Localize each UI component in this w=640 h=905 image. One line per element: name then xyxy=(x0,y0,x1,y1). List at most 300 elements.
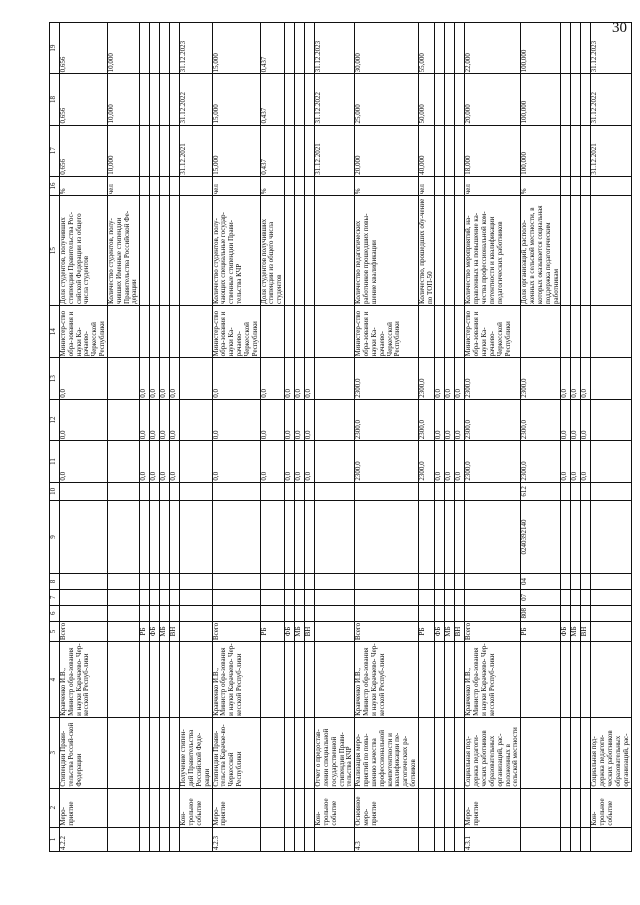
table-cell xyxy=(107,788,139,827)
table-cell: 31.12.2021 xyxy=(315,125,355,176)
table-cell xyxy=(60,500,108,573)
table-cell xyxy=(295,196,305,306)
table-cell xyxy=(170,574,180,590)
table-cell: Кон-трольное событие xyxy=(315,788,355,827)
table-cell: Кравченко И.В., Министр обра-зования и науки Карачаево- Чер-кесской Респуб-лики xyxy=(60,642,108,718)
table-cell xyxy=(170,642,180,718)
header-row xyxy=(50,23,60,852)
table-cell xyxy=(212,482,260,500)
table-cell xyxy=(315,574,355,590)
table-cell xyxy=(160,305,170,357)
table-cell xyxy=(170,827,180,851)
table-cell xyxy=(150,196,160,306)
table-cell: 22,000 xyxy=(465,23,521,74)
table-cell xyxy=(260,788,284,827)
table-cell xyxy=(212,589,260,605)
table-cell: ВН xyxy=(455,621,465,642)
table-cell xyxy=(455,642,465,718)
table-cell: Кравченко И.В., Министр обра-зования и науки Карачаево- Чер-кесской Респуб-лики xyxy=(355,642,419,718)
table-cell xyxy=(140,605,150,621)
table-cell: Министер-ство обра-зования и науки Ка-рачаево-Черкесской Республики xyxy=(212,305,260,357)
table-cell xyxy=(180,589,212,605)
table-cell: % xyxy=(521,176,561,196)
table-cell: 0,0 xyxy=(170,441,180,482)
column-header: 9 xyxy=(50,500,60,573)
table-cell xyxy=(140,589,150,605)
table-cell xyxy=(418,574,435,590)
table-cell: 4.3.1 xyxy=(465,827,521,851)
table-cell: 0,0 xyxy=(305,399,315,440)
table-cell: чел xyxy=(465,176,521,196)
table-cell: 0,0 xyxy=(140,399,150,440)
table-cell xyxy=(571,500,581,573)
table-cell xyxy=(435,589,445,605)
table-cell: РБ xyxy=(521,621,561,642)
table-cell xyxy=(571,574,581,590)
table-row xyxy=(521,23,561,852)
table-cell xyxy=(315,642,355,718)
table-cell xyxy=(561,176,571,196)
table-cell xyxy=(445,196,455,306)
table-cell xyxy=(591,399,631,440)
table-cell xyxy=(435,482,445,500)
table-cell: МБ xyxy=(445,621,455,642)
table-cell xyxy=(295,605,305,621)
table-cell xyxy=(295,23,305,74)
table-cell xyxy=(591,196,631,306)
table-cell xyxy=(160,196,170,306)
table-cell: 0,0 xyxy=(285,399,295,440)
table-cell: 0,0 xyxy=(285,441,295,482)
table-cell: Отчет о предостав-лении специальной государственной стипендии Прави-тельства КЧР xyxy=(315,717,355,788)
table-cell xyxy=(107,574,139,590)
table-cell: 31.12.2023 xyxy=(315,23,355,74)
table-cell xyxy=(305,125,315,176)
table-cell xyxy=(285,642,295,718)
table-cell xyxy=(561,788,571,827)
table-cell xyxy=(315,358,355,399)
table-cell xyxy=(435,605,445,621)
table-cell xyxy=(107,642,139,718)
page-number: 30 xyxy=(612,20,627,36)
table-cell xyxy=(140,642,150,718)
table-cell: Доля организаций, располо-женных в сельской местности, в которых оказывается социальная поддержка педагогическим работникам xyxy=(521,196,561,306)
table-cell xyxy=(581,574,591,590)
table-cell xyxy=(285,788,295,827)
table-cell xyxy=(170,605,180,621)
table-cell: 2300,0 xyxy=(521,441,561,482)
table-cell: 0,656 xyxy=(60,74,108,125)
table-cell xyxy=(435,305,445,357)
table-cell xyxy=(435,500,445,573)
table-cell: Количество, прошедших обу-чение по ТОП-50 xyxy=(418,196,435,306)
table-cell xyxy=(150,788,160,827)
table-cell: Социальная под-держка педагоги-ческих работников образовательных организаций, рас-положенных в сельской местности xyxy=(465,717,521,788)
table-cell xyxy=(260,500,284,573)
table-cell xyxy=(445,589,455,605)
table-cell: 0,0 xyxy=(170,399,180,440)
table-cell xyxy=(180,399,212,440)
table-cell xyxy=(107,621,139,642)
table-cell xyxy=(160,500,170,573)
table-cell xyxy=(107,500,139,573)
table-cell xyxy=(571,605,581,621)
table-cell: 10,000 xyxy=(107,74,139,125)
table-cell xyxy=(107,399,139,440)
table-cell xyxy=(455,176,465,196)
table-cell xyxy=(435,74,445,125)
column-header: 6 xyxy=(50,605,60,621)
table-cell xyxy=(561,827,571,851)
table-cell xyxy=(150,605,160,621)
table-cell: ВН xyxy=(170,621,180,642)
table-cell xyxy=(180,500,212,573)
table-cell: Меро-приятие xyxy=(60,788,108,827)
table-cell: МБ xyxy=(160,621,170,642)
column-header: 11 xyxy=(50,441,60,482)
table-cell: Меро-приятие xyxy=(212,788,260,827)
table-cell: 0,0 xyxy=(260,358,284,399)
table-cell xyxy=(140,500,150,573)
table-cell xyxy=(305,589,315,605)
table-cell xyxy=(581,305,591,357)
table-cell: Кравченко И.В., Министр обра-зования и науки Карачаево- Чер-кесской Респуб-лики xyxy=(212,642,260,718)
table-cell: 0,0 xyxy=(212,441,260,482)
table-cell xyxy=(591,500,631,573)
table-cell: 0,0 xyxy=(305,441,315,482)
table-row xyxy=(435,23,445,852)
table-cell xyxy=(455,482,465,500)
table-cell xyxy=(591,642,631,718)
table-cell xyxy=(581,196,591,306)
table-cell xyxy=(418,717,435,788)
table-cell: Получение стипен-дий Правительства Российской Феде-рации xyxy=(180,717,212,788)
table-cell xyxy=(418,642,435,718)
table-cell: 0,0 xyxy=(140,441,150,482)
table-cell xyxy=(445,23,455,74)
table-cell: ВН xyxy=(581,621,591,642)
table-cell: 0,0 xyxy=(60,399,108,440)
table-cell: 0,0 xyxy=(60,358,108,399)
table-cell: 07 xyxy=(521,589,561,605)
table-cell xyxy=(107,482,139,500)
table-cell xyxy=(260,305,284,357)
table-cell xyxy=(170,482,180,500)
table-row xyxy=(180,23,212,852)
table-cell xyxy=(160,125,170,176)
table-cell: 4.2.2 xyxy=(60,827,108,851)
table-cell: 2300,0 xyxy=(355,399,419,440)
table-cell xyxy=(591,589,631,605)
column-header: 5 xyxy=(50,621,60,642)
table-cell: ВН xyxy=(305,621,315,642)
table-cell: 0,0 xyxy=(150,441,160,482)
table-row xyxy=(445,23,455,852)
table-cell xyxy=(260,717,284,788)
column-header: 18 xyxy=(50,74,60,125)
table-cell xyxy=(60,605,108,621)
table-cell: 31.12.2023 xyxy=(180,23,212,74)
table-cell: Меро-приятие xyxy=(465,788,521,827)
table-cell xyxy=(571,717,581,788)
table-cell xyxy=(180,642,212,718)
table-cell xyxy=(212,574,260,590)
table-cell: чел xyxy=(107,176,139,196)
table-cell xyxy=(455,196,465,306)
table-cell: 2300,0 xyxy=(521,399,561,440)
table-cell: 55,000 xyxy=(418,23,435,74)
table-cell xyxy=(571,125,581,176)
table-cell: 100,000 xyxy=(521,74,561,125)
table-cell: Кон-трольное событие xyxy=(180,788,212,827)
table-cell: 0,0 xyxy=(212,358,260,399)
table-row xyxy=(561,23,571,852)
table-cell xyxy=(180,605,212,621)
table-cell: 50,000 xyxy=(418,74,435,125)
table-cell xyxy=(571,482,581,500)
table-cell xyxy=(455,827,465,851)
table-cell: 0,0 xyxy=(445,358,455,399)
table-cell xyxy=(561,642,571,718)
table-cell xyxy=(305,788,315,827)
table-cell: 0,0 xyxy=(60,441,108,482)
table-cell: 100,000 xyxy=(521,23,561,74)
table-cell xyxy=(571,642,581,718)
table-cell: Кон-трольное событие xyxy=(591,788,631,827)
table-cell xyxy=(561,717,571,788)
table-cell xyxy=(455,23,465,74)
table-cell xyxy=(170,305,180,357)
program-activities-table xyxy=(49,22,632,852)
table-cell: 0,0 xyxy=(445,441,455,482)
table-cell xyxy=(295,74,305,125)
table-cell: 4.3 xyxy=(355,827,419,851)
table-cell: Министер-ство обра-зования и науки Ка-рачаево-Черкесской Республики xyxy=(465,305,521,357)
table-cell: 2300,0 xyxy=(418,441,435,482)
table-row xyxy=(285,23,295,852)
table-cell: 20,000 xyxy=(465,74,521,125)
table-row xyxy=(107,23,139,852)
table-cell xyxy=(435,788,445,827)
table-cell: 2300,0 xyxy=(418,358,435,399)
table-cell xyxy=(445,305,455,357)
table-row xyxy=(160,23,170,852)
table-cell xyxy=(591,827,631,851)
table-cell xyxy=(140,176,150,196)
table-cell xyxy=(150,74,160,125)
table-cell: Доля студентов, получивших стипендии Правительства Рос-сийской Федерации из общего числа студентов xyxy=(60,196,108,306)
column-header: 16 xyxy=(50,176,60,196)
table-cell xyxy=(418,605,435,621)
table-cell: 0,0 xyxy=(260,441,284,482)
table-cell xyxy=(107,827,139,851)
table-cell: 0,0 xyxy=(455,358,465,399)
table-cell xyxy=(107,589,139,605)
column-header: 17 xyxy=(50,125,60,176)
table-cell: РБ xyxy=(140,621,150,642)
table-cell xyxy=(170,176,180,196)
table-cell xyxy=(445,482,455,500)
table-cell xyxy=(60,574,108,590)
table-cell xyxy=(435,176,445,196)
table-cell: 0,0 xyxy=(295,441,305,482)
table-cell xyxy=(521,642,561,718)
table-cell: 31.12.2021 xyxy=(591,125,631,176)
table-cell xyxy=(455,574,465,590)
table-cell xyxy=(212,605,260,621)
table-cell: ФБ xyxy=(435,621,445,642)
table-cell xyxy=(561,23,571,74)
table-cell xyxy=(150,589,160,605)
table-cell: 4.2.3 xyxy=(212,827,260,851)
table-cell xyxy=(435,717,445,788)
table-row xyxy=(465,23,521,852)
table-cell xyxy=(315,196,355,306)
table-cell xyxy=(465,574,521,590)
table-cell xyxy=(285,500,295,573)
table-cell: Количество педагогических работников прошедших повы-шение квалификации xyxy=(355,196,419,306)
table-row xyxy=(581,23,591,852)
column-header: 14 xyxy=(50,305,60,357)
table-cell xyxy=(305,605,315,621)
table-cell xyxy=(170,589,180,605)
table-cell xyxy=(465,605,521,621)
table-cell xyxy=(140,23,150,74)
table-cell xyxy=(455,717,465,788)
table-cell xyxy=(591,305,631,357)
table-cell xyxy=(445,574,455,590)
table-cell xyxy=(355,605,419,621)
table-cell: 15,000 xyxy=(212,74,260,125)
table-cell xyxy=(581,717,591,788)
table-cell xyxy=(140,788,150,827)
table-row xyxy=(355,23,419,852)
table-cell: 0,437 xyxy=(260,125,284,176)
table-cell: 0,0 xyxy=(260,399,284,440)
table-cell xyxy=(315,500,355,573)
table-cell: 31.12.2022 xyxy=(315,74,355,125)
table-cell xyxy=(160,74,170,125)
table-cell xyxy=(305,642,315,718)
table-cell: 100,000 xyxy=(521,125,561,176)
table-cell xyxy=(455,788,465,827)
table-cell xyxy=(435,642,445,718)
table-cell xyxy=(295,642,305,718)
table-cell: % xyxy=(260,176,284,196)
table-cell xyxy=(170,788,180,827)
table-cell xyxy=(561,196,571,306)
table-cell xyxy=(260,574,284,590)
table-cell xyxy=(285,74,295,125)
table-cell xyxy=(150,305,160,357)
table-cell xyxy=(305,717,315,788)
table-cell xyxy=(355,574,419,590)
table-cell xyxy=(212,500,260,573)
table-cell: 0,0 xyxy=(581,358,591,399)
table-cell: 0,0 xyxy=(295,399,305,440)
table-cell xyxy=(305,482,315,500)
table-cell xyxy=(260,642,284,718)
table-cell: 0,0 xyxy=(140,358,150,399)
table-cell xyxy=(180,358,212,399)
table-row xyxy=(455,23,465,852)
column-header: 8 xyxy=(50,574,60,590)
table-cell: Основное меро-приятие xyxy=(355,788,419,827)
table-cell xyxy=(107,717,139,788)
table-cell xyxy=(521,717,561,788)
table-cell: 808 xyxy=(521,605,561,621)
table-cell: 0240392140 xyxy=(521,500,561,573)
column-header: 12 xyxy=(50,399,60,440)
column-header: 13 xyxy=(50,358,60,399)
column-header: 1 xyxy=(50,827,60,851)
table-cell xyxy=(571,74,581,125)
table-cell: ФБ xyxy=(561,621,571,642)
table-cell: 2300,0 xyxy=(465,441,521,482)
table-cell xyxy=(305,827,315,851)
table-cell xyxy=(561,305,571,357)
column-header: 15 xyxy=(50,196,60,306)
table-cell xyxy=(591,176,631,196)
table-cell xyxy=(561,125,571,176)
table-cell: 0,0 xyxy=(445,399,455,440)
table-cell: 31.12.2023 xyxy=(591,23,631,74)
table-cell xyxy=(521,788,561,827)
table-cell xyxy=(150,482,160,500)
table-cell: 10,000 xyxy=(107,125,139,176)
table-cell xyxy=(170,500,180,573)
table-cell: Стипендии Прави-тельства Карачае-во-Черкесской Республики xyxy=(212,717,260,788)
table-cell: 0,0 xyxy=(170,358,180,399)
table-cell xyxy=(581,788,591,827)
table-cell: 0,0 xyxy=(455,441,465,482)
table-cell xyxy=(285,176,295,196)
table-cell xyxy=(465,482,521,500)
table-cell xyxy=(418,305,435,357)
table-cell: ФБ xyxy=(150,621,160,642)
table-cell xyxy=(170,196,180,306)
table-cell xyxy=(591,621,631,642)
table-cell xyxy=(445,788,455,827)
table-cell xyxy=(295,717,305,788)
table-cell xyxy=(445,642,455,718)
table-cell xyxy=(521,827,561,851)
table-cell xyxy=(315,441,355,482)
table-cell: ФБ xyxy=(285,621,295,642)
table-cell: 0,656 xyxy=(60,125,108,176)
table-cell xyxy=(180,305,212,357)
table-cell xyxy=(295,589,305,605)
table-cell xyxy=(445,500,455,573)
table-cell xyxy=(571,176,581,196)
table-cell xyxy=(581,125,591,176)
table-cell xyxy=(180,196,212,306)
table-cell: 0,0 xyxy=(160,399,170,440)
table-cell xyxy=(260,589,284,605)
table-cell xyxy=(140,305,150,357)
table-cell xyxy=(170,23,180,74)
table-cell: % xyxy=(60,176,108,196)
table-row xyxy=(212,23,260,852)
table-cell xyxy=(180,176,212,196)
table-cell xyxy=(305,500,315,573)
table-cell xyxy=(180,574,212,590)
table-cell: % xyxy=(355,176,419,196)
table-cell xyxy=(150,827,160,851)
table-cell: 0,0 xyxy=(212,399,260,440)
table-row xyxy=(150,23,160,852)
table-cell xyxy=(170,717,180,788)
